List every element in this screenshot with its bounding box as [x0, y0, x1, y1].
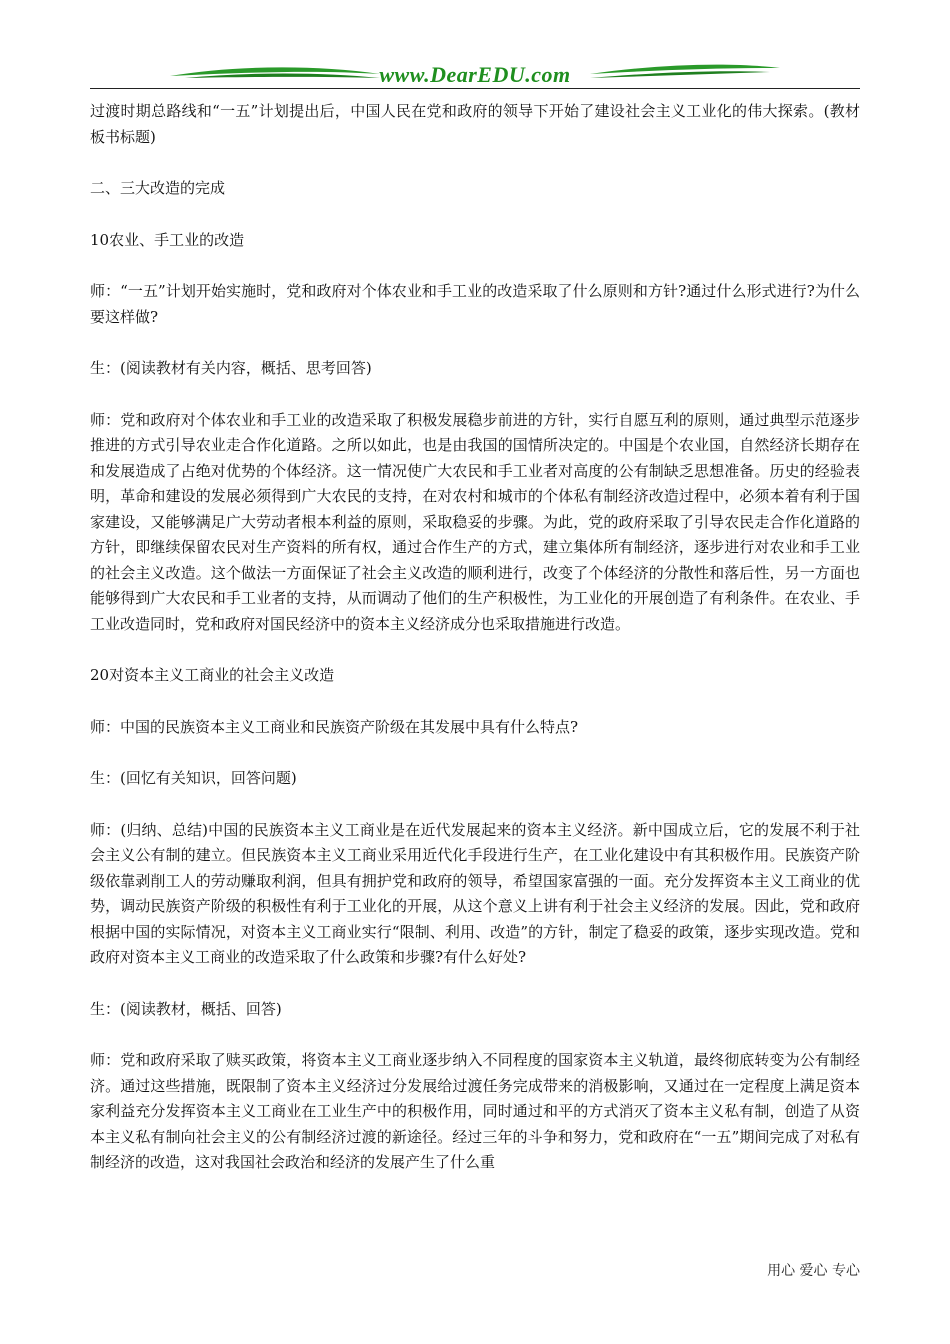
student-response: 生：(阅读教材有关内容，概括、思考回答)	[90, 359, 372, 377]
section-heading: 二、三大改造的完成	[90, 179, 226, 197]
header-divider	[90, 88, 860, 89]
intro-paragraph: 过渡时期总路线和“一五”计划提出后，中国人民在党和政府的领导下开始了建设社会主义工业化的伟大探索。(教材板书标题)	[90, 102, 860, 146]
teacher-explanation: 师：党和政府对个体农业和手工业的改造采取了积极发展稳步前进的方针，实行自愿互利的原则，通过典型示范逐步推进的方式引导农业走合作化道路。之所以如此，也是由我国的国情所决定的。中国是个农业国，自然经济长期存在和发展造成了占绝对优势的个体经济。这一情况使广大农民和手工业者对高度的公有制缺乏思想准备。历史的经验表明，革命和建设的发展必须得到广大农民的支持，在对农村和城市的个体私有制经济改造过程中，必须本着有利于国家建设，又能够满足广大劳动者根本利益的原则，采取稳妥的步骤。为此，党的政府采取了引导农民走合作化道路的方针，即继续保留农民对生产资料的所有权，通过合作生产的方式，建立集体所有制经济，逐步进行对农业和手工业的社会主义改造。这个做法一方面保证了社会主义改造的顺利进行，改变了个体经济的分散性和落后性，另一方面也能够得到广大农民和手工业者的支持，从而调动了他们的生产积极性，为工业化的开展创造了有利条件。在农业、手工业改造同时，党和政府对国民经济中的资本主义经济成分也采取措施进行改造。	[90, 410, 860, 633]
teacher-question: 师：中国的民族资本主义工商业和民族资产阶级在其发展中具有什么特点?	[90, 717, 579, 736]
page-header	[90, 58, 860, 90]
student-response: 生：(阅读教材，概括、回答)	[90, 999, 282, 1018]
subsection-heading: 10农业、手工业的改造	[90, 230, 245, 249]
teacher-explanation: 师：(归纳、总结)中国的民族资本主义工商业是在近代发展起来的资本主义经济。新中国成立后，它的发展不利于社会主义公有制的建立。但民族资本主义工商业采用近代化手段进行生产，在工业化建设中有其积极作用。民族资产阶级依靠剥削工人的劳动赚取利润，但具有拥护党和政府的领导，希望国家富强的一面。充分发挥资本主义工商业的优势，调动民族资产阶级的积极性有利于工业化的开展，从这个意义上讲有利于社会主义经济的发展。因此，党和政府根据中国的实际情况，对资本主义工商业实行“限制、利用、改造”的方针，制定了稳妥的政策，逐步实现改造。党和政府对资本主义工商业的改造采取了什么政策和步骤?有什么好处?	[90, 820, 860, 966]
footer-slogan: 用心 爱心 专心	[767, 1263, 860, 1279]
teacher-question: 师：“一五”计划开始实施时，党和政府对个体农业和手工业的改造采取了什么原则和方针?通过什么形式进行?为什么要这样做?	[90, 282, 860, 326]
subsection-heading: 20对资本主义工商业的社会主义改造	[90, 666, 335, 684]
site-logo[interactable]: www.DearEDU.com	[379, 62, 571, 87]
document-body	[90, 99, 860, 1176]
student-response: 生：(回忆有关知识，回答问题)	[90, 769, 297, 787]
teacher-explanation: 师：党和政府采取了赎买政策，将资本主义工商业逐步纳入不同程度的国家资本主义轨道，最终彻底转变为公有制经济。通过这些措施，既限制了资本主义经济过分发展给过渡任务完成带来的消极影响，又通过在一定程度上满足资本家利益充分发挥资本主义工商业在工业生产中的积极作用，同时通过和平的方式消灭了资本主义私有制，创造了从资本主义私有制向社会主义的公有制经济过渡的新途径。经过三年的斗争和努力，党和政府在“一五”期间完成了对私有制经济的改造，这对我国社会政治和经济的发展产生了什么重	[90, 1051, 860, 1171]
